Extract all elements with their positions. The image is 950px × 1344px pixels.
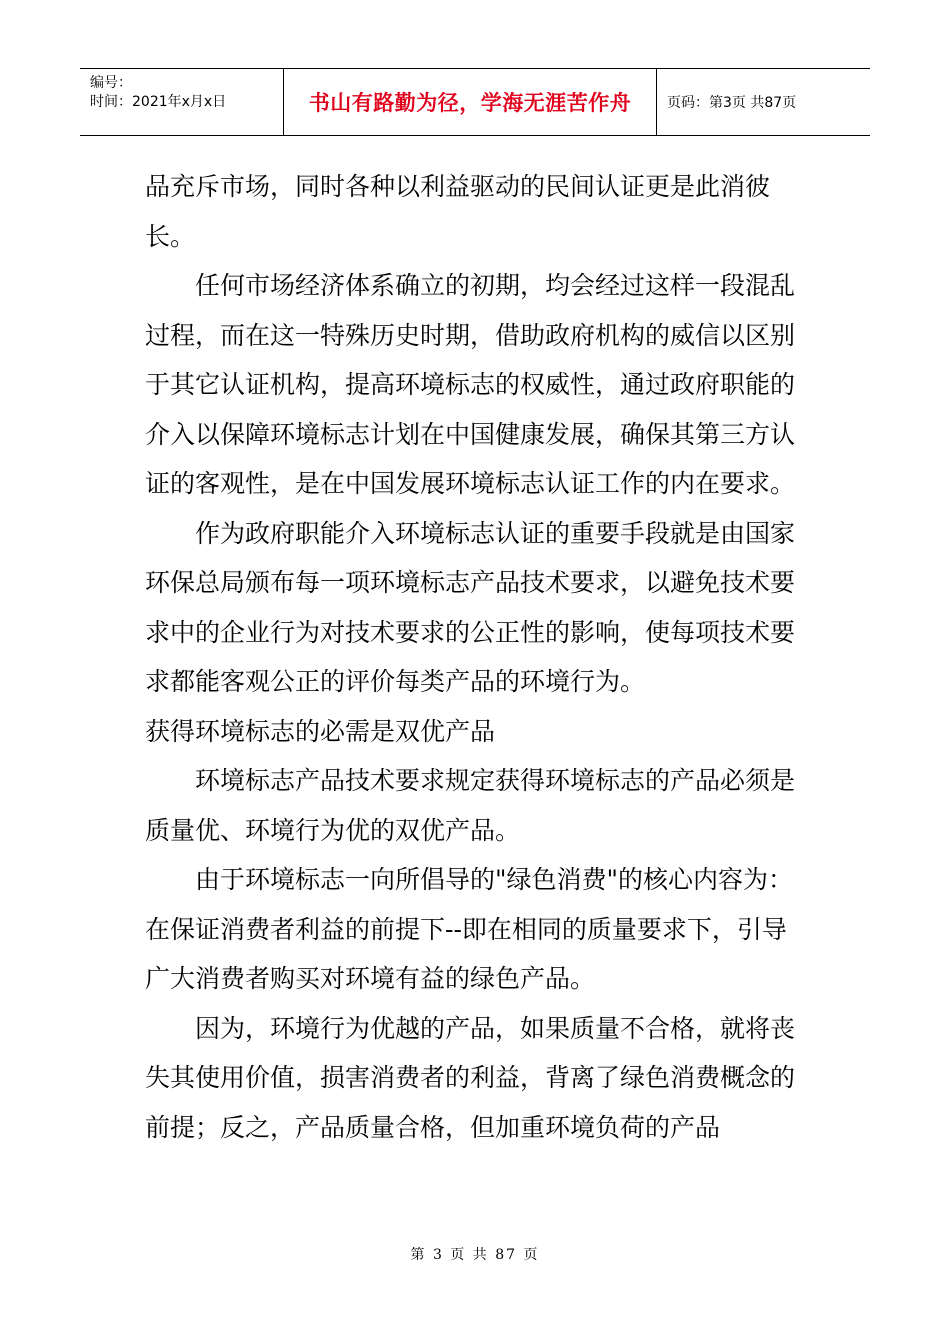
header-motto-cell bbox=[283, 69, 657, 135]
document-body bbox=[145, 162, 810, 1152]
section-heading: 获得环境标志的必需是双优产品 bbox=[145, 716, 496, 746]
document-time-label: 时间：2021年x月x日 bbox=[90, 94, 227, 110]
paragraph: 由于环境标志一向所倡导的"绿色消费"的核心内容为：在保证消费者利益的前提下--即在相同的质量要求下，引导广大消费者购买对环境有益的绿色产品。 bbox=[145, 865, 794, 993]
header-page-info-cell bbox=[657, 69, 870, 135]
page-header bbox=[80, 68, 870, 136]
paragraph: 作为政府职能介入环境标志认证的重要手段就是由国家环保总局颁布每一项环境标志产品技术要求，以避免技术要求中的企业行为对技术要求的公正性的影响，使每项技术要求都能客观公正的评价每类产品的环境行为。 bbox=[145, 518, 796, 696]
paragraph: 因为，环境行为优越的产品，如果质量不合格，就将丧失其使用价值，损害消费者的利益，背离了绿色消费概念的前提；反之，产品质量合格，但加重环境负荷的产品 bbox=[145, 1013, 796, 1142]
paragraph: 任何市场经济体系确立的初期，均会经过这样一段混乱过程，而在这一特殊历史时期，借助政府机构的威信以区别于其它认证机构，提高环境标志的权威性，通过政府职能的介入以保障环境标志计划在中国健康发展，确保其第三方认证的客观性，是在中国发展环境标志认证工作的内在要求。 bbox=[145, 271, 796, 498]
document-number-label: 编号： bbox=[90, 75, 132, 91]
header-motto: 书山有路勤为径，学海无涯苦作舟 bbox=[308, 91, 632, 115]
page-footer: 第 3 页 共 87 页 bbox=[410, 1247, 540, 1263]
header-page-info: 页码：第3页 共87页 bbox=[667, 95, 797, 111]
header-meta bbox=[80, 69, 283, 135]
paragraph: 品充斥市场，同时各种以利益驱动的民间认证更是此消彼长。 bbox=[145, 172, 771, 251]
paragraph: 环境标志产品技术要求规定获得环境标志的产品必须是质量优、环境行为优的双优产品。 bbox=[145, 766, 796, 845]
